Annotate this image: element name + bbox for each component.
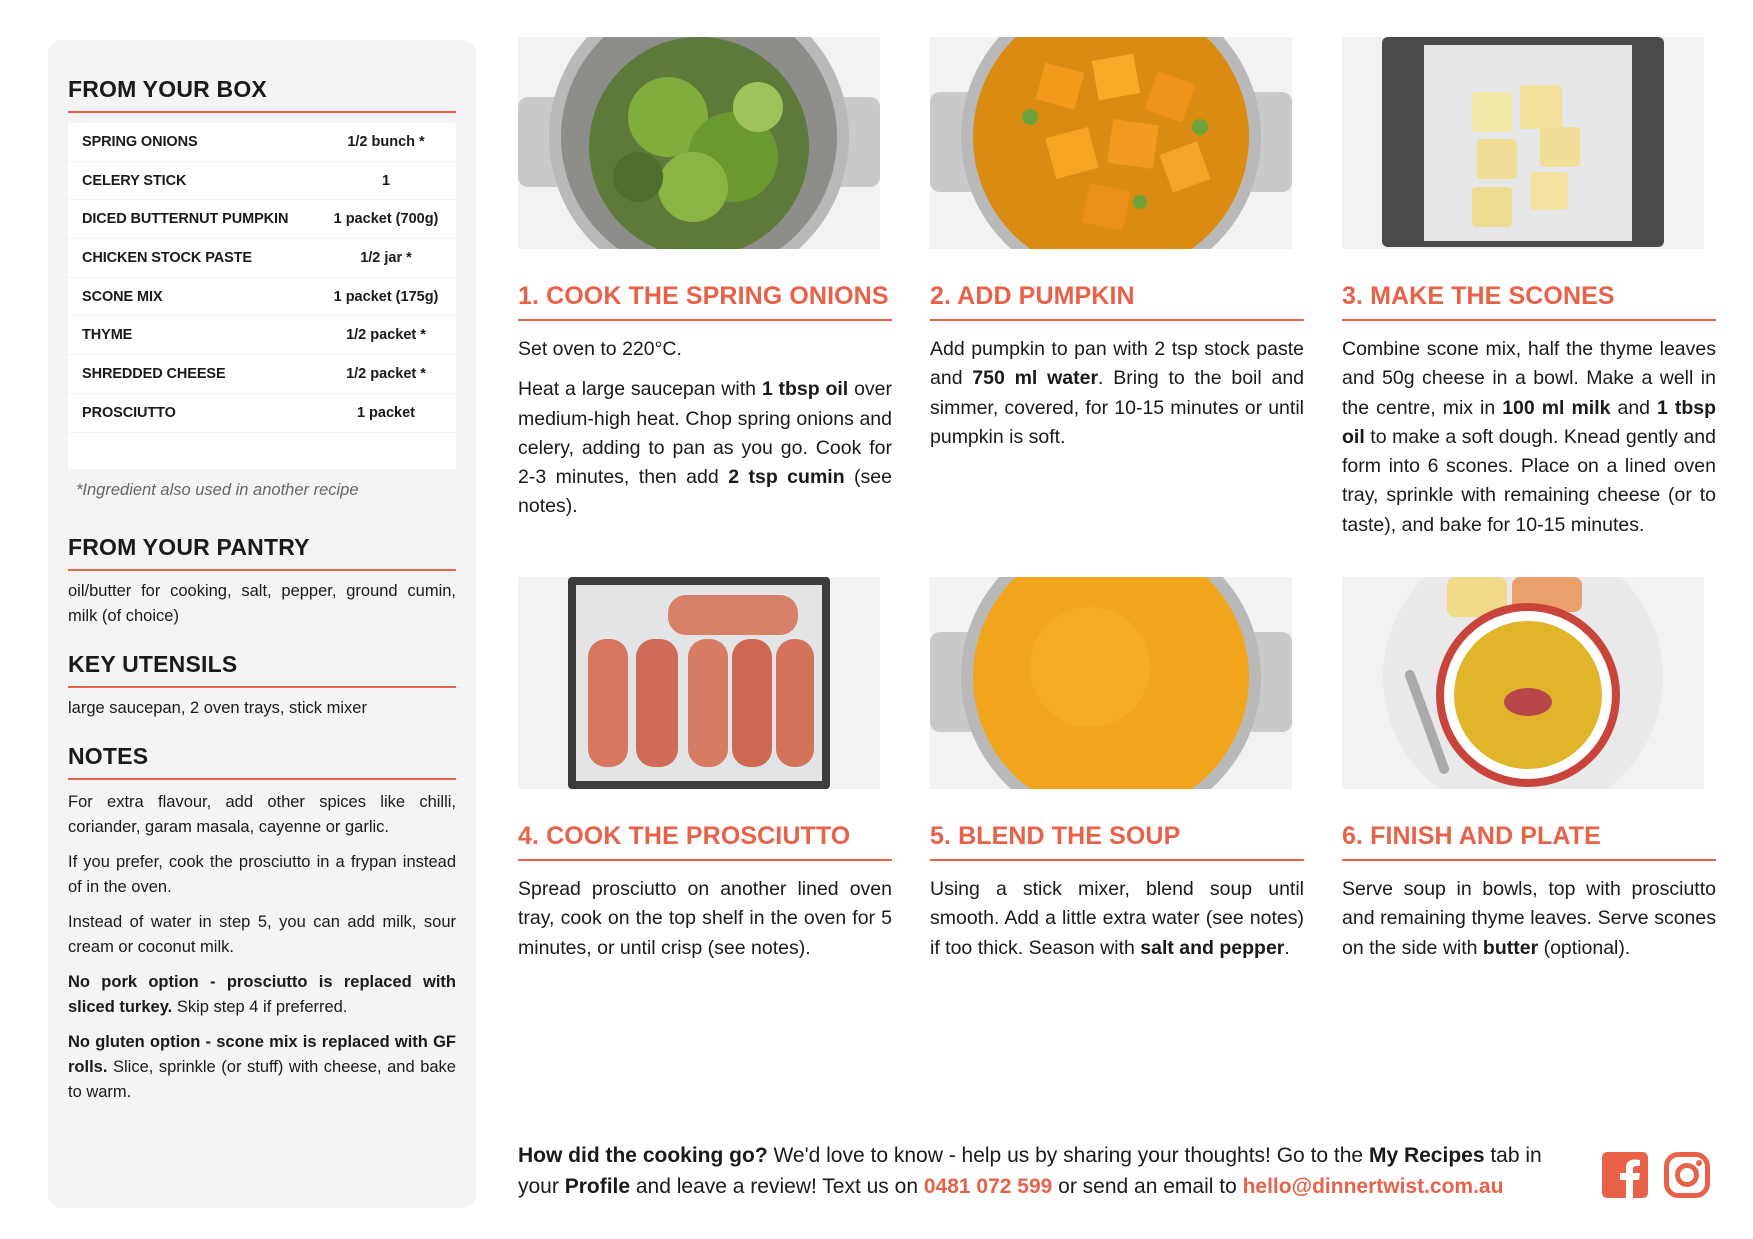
step-3-text (1342, 335, 1716, 540)
ingredients-panel (48, 40, 476, 1208)
step-5-para (930, 875, 1304, 963)
my-recipes-label: My Recipes (1368, 1144, 1485, 1167)
bold-span: salt and pepper (1140, 936, 1285, 959)
step-4-photo (518, 577, 880, 789)
ingredient-row (68, 239, 456, 278)
feedback-footer (518, 1140, 1578, 1202)
note-bold: No pork option - prosciutto is replaced with sliced turkey. (68, 972, 456, 1016)
bold-span: 750 ml water (972, 367, 1099, 390)
notes-list (68, 790, 456, 1105)
step-4-text (518, 875, 892, 963)
step-1-text (518, 335, 892, 522)
step-1-photo (518, 37, 880, 249)
text-span: . (1284, 936, 1290, 959)
ingredient-name: SPRING ONIONS (82, 133, 198, 150)
ingredient-name: SHREDDED CHEESE (82, 365, 226, 382)
text-span: over medium-high heat. Chop spring onions and celery, adding to pan as you go. Cook for 2-3 minutes, then add (518, 378, 892, 489)
step-3-para (1342, 335, 1716, 540)
utensils-text: large saucepan, 2 oven trays, stick mixer (68, 698, 367, 717)
note-rest: Slice, sprinkle (or stuff) with cheese, and bake to warm. (68, 1057, 456, 1101)
pantry-heading: FROM YOUR PANTRY (68, 534, 456, 571)
ingredient-qty: 1/2 packet * (346, 365, 426, 382)
step-4-title: 4. COOK THE PROSCIUTTO (518, 822, 892, 861)
bold-span: 1 tbsp oil (761, 378, 849, 401)
step-2-text (930, 335, 1304, 452)
bold-span: 1 tbsp oil (1342, 396, 1716, 448)
ingredient-row (68, 355, 456, 394)
phone-number[interactable]: 0481 072 599 (923, 1175, 1053, 1198)
ingredient-blank-row (68, 433, 456, 469)
step-4-para: Spread prosciutto on another lined oven tray, cook on the top shelf in the oven for 5 minutes, or until crisp (see notes). (518, 878, 892, 959)
ingredient-name: PROSCIUTTO (82, 404, 176, 421)
ingredient-qty: 1 packet (700g) (333, 211, 439, 228)
prosciutto-tray-image (518, 577, 880, 789)
step-6-para (1342, 875, 1716, 963)
email-link[interactable]: hello@dinnertwist.com.au (1242, 1175, 1504, 1198)
utensils-heading: KEY UTENSILS (68, 651, 456, 688)
text-span: (see notes). (518, 466, 892, 518)
step-6-photo (1342, 577, 1704, 789)
ingredient-qty: 1 (381, 172, 391, 189)
step-6 (1342, 577, 1716, 963)
scones-tray-image (1342, 37, 1704, 249)
step-1-title: 1. COOK THE SPRING ONIONS (518, 282, 892, 321)
ingredient-name: CELERY STICK (82, 172, 187, 189)
step-3-photo (1342, 37, 1704, 249)
ingredient-footnote: *Ingredient also used in another recipe (76, 480, 359, 499)
step-4 (518, 577, 892, 963)
ingredient-qty: 1/2 bunch * (347, 133, 425, 150)
text-span: and leave a review! Text us on (630, 1175, 924, 1198)
note-item: Instead of water in step 5, you can add milk, sour cream or coconut milk. (68, 912, 456, 956)
ingredient-qty: 1/2 jar * (360, 249, 412, 266)
ingredient-row (68, 123, 456, 162)
step-5 (930, 577, 1304, 963)
instagram-icon[interactable] (1664, 1152, 1710, 1203)
step-5-photo (930, 577, 1292, 789)
ingredient-name: DICED BUTTERNUT PUMPKIN (82, 211, 289, 228)
blended-soup-image (930, 577, 1292, 789)
facebook-icon[interactable] (1602, 1152, 1648, 1203)
note-bold: No gluten option - scone mix is replaced with GF rolls. (68, 1032, 456, 1076)
step-2 (930, 37, 1304, 452)
ingredient-qty: 1 packet (356, 404, 416, 421)
text-span: Add pumpkin to pan with 2 tsp stock paste and (930, 338, 1304, 390)
text-span: or send an email to (1052, 1175, 1243, 1198)
text-span: to make a soft dough. Knead gently and form into 6 scones. Place on a lined oven tray, sprinkle with remaining cheese (or to taste), and bake for 10-15 minutes. (1342, 425, 1716, 536)
bold-span: 100 ml milk (1502, 396, 1611, 419)
ingredient-row (68, 316, 456, 355)
ingredient-name: CHICKEN STOCK PASTE (82, 249, 252, 266)
saucepan-pumpkin-image (930, 37, 1292, 249)
step-1-para (518, 375, 892, 521)
box-heading: FROM YOUR BOX (68, 76, 456, 113)
plated-soup-image (1342, 577, 1704, 789)
feedback-question: How did the cooking go? (518, 1144, 768, 1167)
bold-span: butter (1482, 936, 1539, 959)
step-2-photo (930, 37, 1292, 249)
note-item: For extra flavour, add other spices like chilli, coriander, garam masala, cayenne or garlic. (68, 792, 456, 836)
step-3-title: 3. MAKE THE SCONES (1342, 282, 1716, 321)
note-item (68, 970, 456, 1020)
text-span: Serve soup in bowls, top with prosciutto and remaining thyme leaves. Serve scones on the side with (1342, 878, 1716, 959)
note-rest: Skip step 4 if preferred. (172, 997, 348, 1016)
ingredient-row (68, 162, 456, 201)
ingredient-row (68, 394, 456, 433)
ingredient-name: SCONE MIX (82, 288, 163, 305)
note-item (68, 1030, 456, 1105)
step-6-title: 6. FINISH AND PLATE (1342, 822, 1716, 861)
step-2-para (930, 335, 1304, 452)
bold-span: 2 tsp cumin (728, 466, 845, 489)
text-span: Using a stick mixer, blend soup until smooth. Add a little extra water (see notes) if too thick. Season with (930, 878, 1304, 959)
step-1-para: Set oven to 220°C. (518, 338, 682, 360)
step-3 (1342, 37, 1716, 540)
pantry-text: oil/butter for cooking, salt, pepper, ground cumin, milk (of choice) (68, 581, 456, 625)
saucepan-spring-onions-image (518, 37, 880, 249)
step-5-title: 5. BLEND THE SOUP (930, 822, 1304, 861)
text-span: and (1610, 396, 1657, 419)
notes-heading: NOTES (68, 743, 456, 780)
ingredient-name: THYME (82, 327, 133, 344)
text-span: tab in your (518, 1144, 1542, 1198)
text-span: We'd love to know - help us by sharing your thoughts! Go to the (767, 1144, 1369, 1167)
ingredient-qty: 1/2 packet * (346, 327, 426, 344)
step-2-title: 2. ADD PUMPKIN (930, 282, 1304, 321)
note-item: If you prefer, cook the prosciutto in a frypan instead of in the oven. (68, 852, 456, 896)
text-span: Combine scone mix, half the thyme leaves and 50g cheese in a bowl. Make a well in the centre, mix in (1342, 338, 1716, 419)
profile-label: Profile (564, 1175, 631, 1198)
text-span: Heat a large saucepan with (518, 378, 762, 401)
ingredient-qty: 1 packet (175g) (333, 288, 439, 305)
text-span: . Bring to the boil and simmer, covered, for 10-15 minutes or until pumpkin is soft. (930, 367, 1305, 448)
ingredients-table (68, 123, 456, 469)
step-6-text (1342, 875, 1716, 963)
step-5-text (930, 875, 1304, 963)
ingredient-row (68, 200, 456, 239)
ingredient-row (68, 278, 456, 317)
step-1 (518, 37, 892, 522)
text-span: (optional). (1538, 936, 1631, 959)
